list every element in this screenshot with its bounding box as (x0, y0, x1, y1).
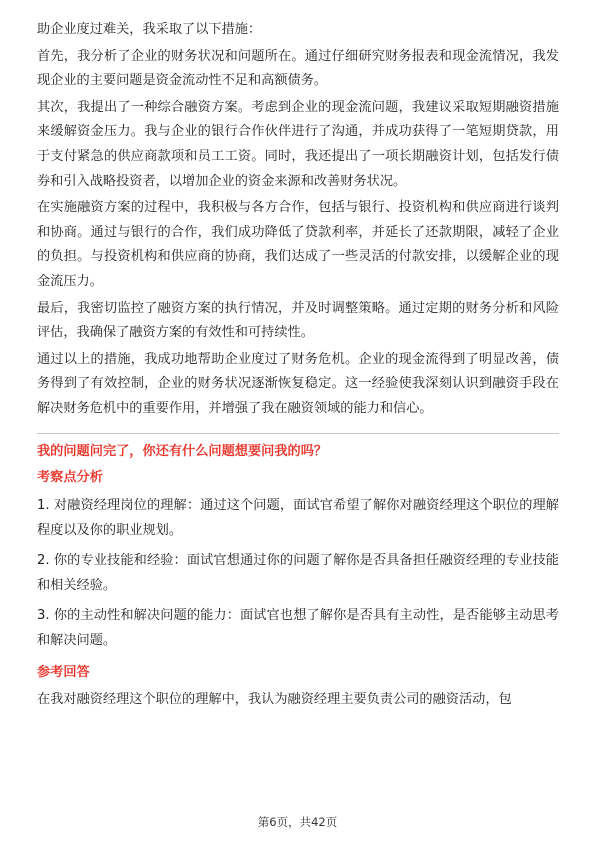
analysis-heading: 考察点分析 (37, 469, 103, 485)
reference-heading: 参考回答 (37, 664, 90, 680)
analysis-item: 1. 对融资经理岗位的理解：通过这个问题，面试官希望了解你对融资经理这个职位的理解程度以及你的职业规划。 (37, 497, 559, 538)
analysis-item: 3. 你的主动性和解决问题的能力：面试官也想了解你是否具有主动性，是否能够主动思考和解决问题。 (37, 607, 559, 648)
body-paragraph: 通过以上的措施，我成功地帮助企业度过了财务危机。企业的现金流得到了明显改善，债务得到了有效控制，企业的财务状况逐渐恢复稳定。这一经验使我深刻认识到融资手段在解决财务危机中的重要作用，并增强了我在融资领域的能力和信心。 (37, 351, 559, 416)
body-paragraph: 最后，我密切监控了融资方案的执行情况，并及时调整策略。通过定期的财务分析和风险评估，我确保了融资方案的有效性和可持续性。 (37, 300, 559, 341)
page-number-footer: 第6页，共42页 (257, 815, 338, 829)
body-paragraph: 其次，我提出了一种综合融资方案。考虑到企业的现金流问题，我建议采取短期融资措施来缓解资金压力。我与企业的银行合作伙伴进行了沟通，并成功获得了一笔短期贷款，用于支付紧急的供应商款项和员工工资。同时，我还提出了一项长期融资计划，包括发行债券和引入战略投资者，以增加企业的资金来源和改善财务状况。 (37, 99, 559, 189)
page-content (37, 18, 559, 712)
body-paragraph: 首先，我分析了企业的财务状况和问题所在。通过仔细研究财务报表和现金流情况，我发现企业的主要问题是资金流动性不足和高额债务。 (37, 48, 559, 89)
reference-answer: 在我对融资经理这个职位的理解中，我认为融资经理主要负责公司的融资活动，包 (37, 691, 512, 707)
analysis-item: 2. 你的专业技能和经验：面试官想通过你的问题了解你是否具备担任融资经理的专业技能和相关经验。 (37, 552, 559, 593)
reference-section (37, 662, 559, 713)
body-paragraph: 在实施融资方案的过程中，我积极与各方合作，包括与银行、投资机构和供应商进行谈判和协商。通过与银行的合作，我们成功降低了贷款利率，并延长了还款期限，减轻了企业的负担。与投资机构和供应商的协商，我们达成了一些灵活的付款安排，以缓解企业的现金流压力。 (37, 200, 559, 289)
section-divider (37, 433, 559, 434)
body-paragraph: 助企业度过难关，我采取了以下措施： (37, 22, 262, 37)
analysis-list (37, 493, 559, 654)
analysis-section (37, 467, 559, 654)
interview-question: 我的问题问完了，你还有什么问题想要问我的吗？ (37, 443, 328, 459)
